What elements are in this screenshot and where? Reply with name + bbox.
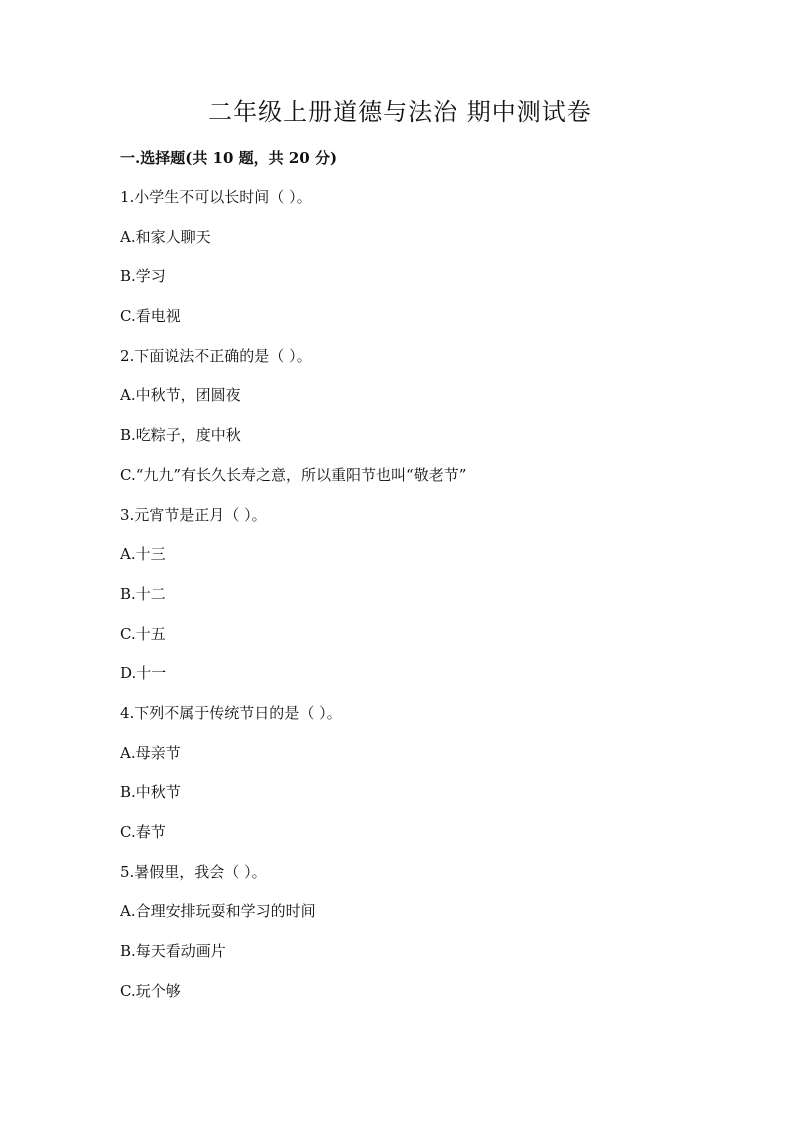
option-a: A.中秋节，团圆夜 xyxy=(120,386,241,405)
option-c: C.“九九”有长久长寿之意，所以重阳节也叫“敬老节” xyxy=(120,465,467,484)
option-a: A.合理安排玩耍和学习的时间 xyxy=(120,902,316,921)
question-stem: 3.元宵节是正月（ ）。 xyxy=(120,505,267,524)
option-c: C.玩个够 xyxy=(120,981,181,1000)
option-c: C.春节 xyxy=(120,823,166,841)
option-b: B.十二 xyxy=(120,584,166,603)
option-a: A.母亲节 xyxy=(120,743,181,762)
option-b: B.吃粽子，度中秋 xyxy=(120,426,241,445)
page-title: 二年级上册道德与法治 期中测试卷 xyxy=(208,98,592,126)
question-stem: 4.下列不属于传统节日的是（ ）。 xyxy=(120,703,342,722)
option-b: B.每天看动画片 xyxy=(120,942,226,961)
question-stem: 1.小学生不可以长时间（ ）。 xyxy=(120,188,312,206)
question-list xyxy=(120,187,720,1020)
option-a: A.和家人聊天 xyxy=(120,227,211,246)
question-stem: 5.暑假里，我会（ ）。 xyxy=(120,862,267,881)
question-stem: 2.下面说法不正确的是（ ）。 xyxy=(120,346,312,365)
option-c: C.十五 xyxy=(120,624,166,643)
option-a: A.十三 xyxy=(120,545,166,564)
option-c: C.看电视 xyxy=(120,307,181,326)
section-heading: 一.选择题(共 10 题，共 20 分) xyxy=(120,149,338,167)
option-b: B.学习 xyxy=(120,267,166,286)
option-b: B.中秋节 xyxy=(120,783,181,802)
option-d: D.十一 xyxy=(120,664,167,683)
